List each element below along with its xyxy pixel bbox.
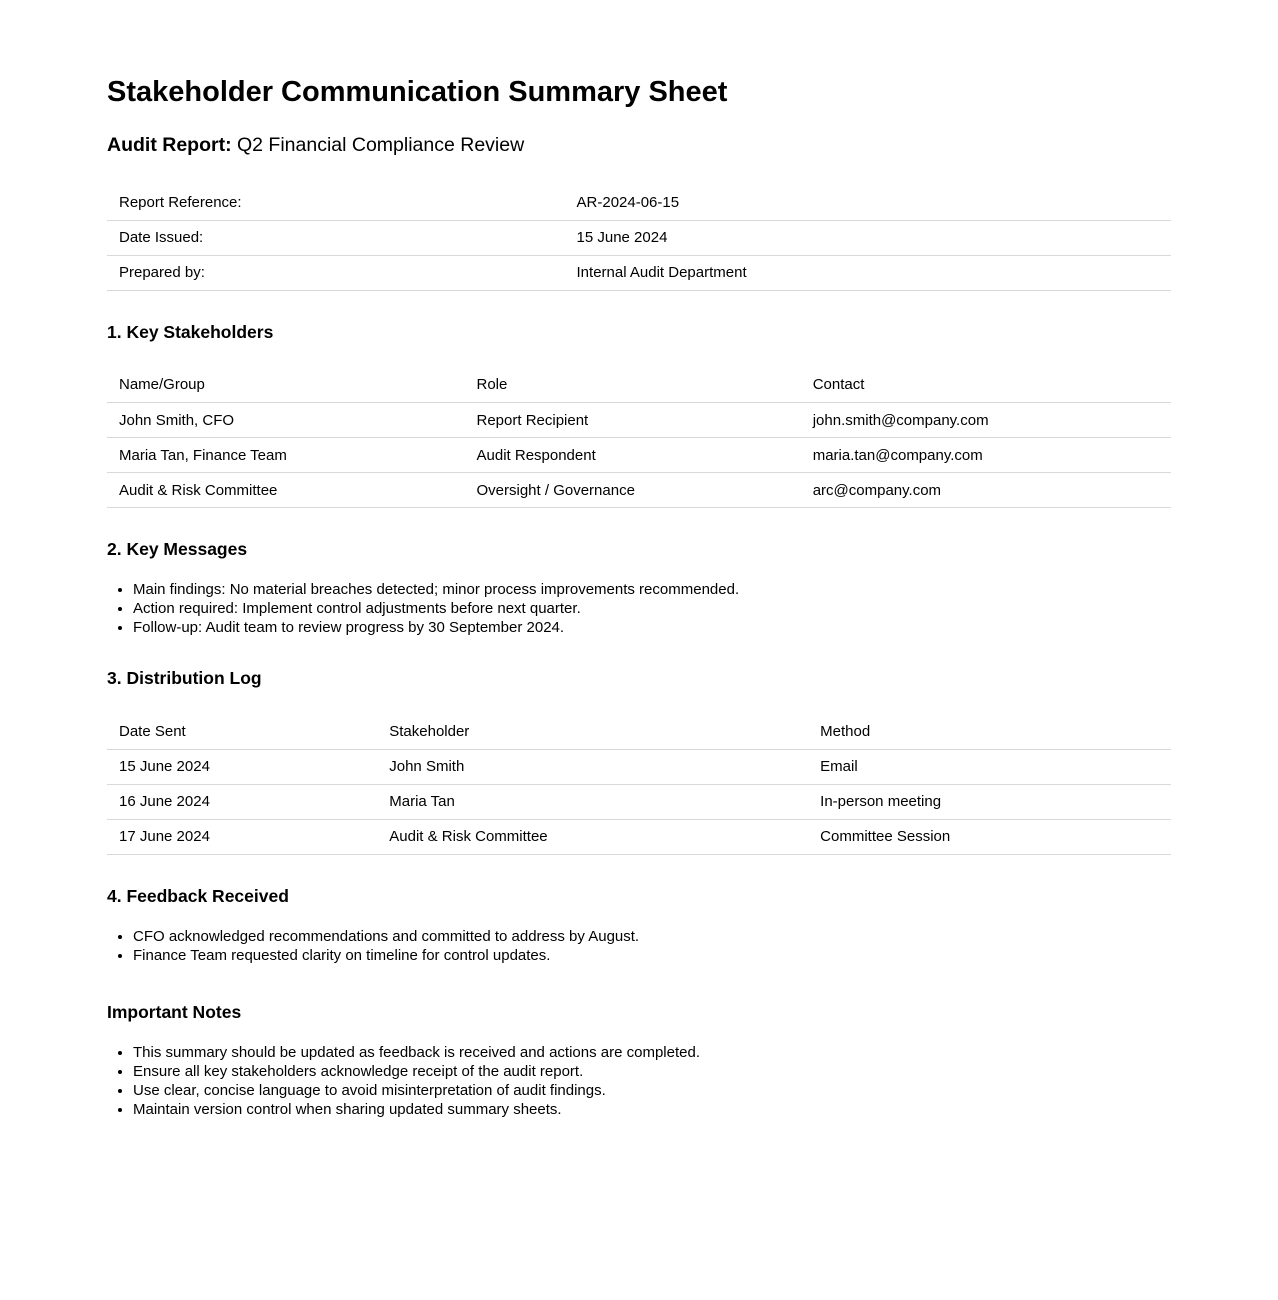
report-info-cell: Prepared by: [107,255,565,290]
table-row [107,438,1171,473]
stakeholders-cell: arc@company.com [801,473,1171,508]
distribution-cell: Maria Tan [377,784,808,819]
distribution-log-table [107,714,1171,855]
bullet-item: • Ensure all key stakeholders acknowledge receipt of the audit report. [133,1062,1171,1081]
report-info-cell: 15 June 2024 [565,220,1171,255]
bullet-item: • This summary should be updated as feedback is received and actions are completed. [133,1043,1171,1062]
report-info-cell: Internal Audit Department [565,255,1171,290]
distribution-cell: 15 June 2024 [107,749,377,784]
bullet-item: • Finance Team requested clarity on timeline for control updates. [133,946,1171,965]
stakeholders-cell: John Smith, CFO [107,403,465,438]
distribution-column-header: Date Sent [107,714,377,749]
stakeholders-cell: Report Recipient [465,403,801,438]
bullet-item: • Use clear, concise language to avoid misinterpretation of audit findings. [133,1081,1171,1100]
section-heading-distribution-log: 3. Distribution Log [107,668,262,688]
distribution-cell: In-person meeting [808,784,1171,819]
report-subtitle [107,133,1171,157]
distribution-cell: John Smith [377,749,808,784]
section-heading-key-messages: 2. Key Messages [107,539,248,559]
stakeholders-column-header: Role [465,368,801,403]
stakeholders-cell: Maria Tan, Finance Team [107,438,465,473]
distribution-column-header: Stakeholder [377,714,808,749]
section-heading-stakeholders: 1. Key Stakeholders [107,321,274,342]
distribution-column-header: Method [808,714,1171,749]
stakeholders-cell: john.smith@company.com [801,403,1171,438]
distribution-cell: Committee Session [808,819,1171,854]
distribution-cell: 16 June 2024 [107,784,377,819]
distribution-cell: Email [808,749,1171,784]
table-row [107,473,1171,508]
bullet-item: • Main findings: No material breaches detected; minor process improvements recommended. [133,580,1171,599]
report-info-cell: Date Issued: [107,220,565,255]
distribution-cell: Audit & Risk Committee [377,819,808,854]
feedback-list [107,927,1171,965]
stakeholders-column-header: Name/Group [107,368,465,403]
table-row [107,784,1171,819]
stakeholders-cell: Oversight / Governance [465,473,801,508]
stakeholders-cell: maria.tan@company.com [801,438,1171,473]
important-notes-list [107,1043,1171,1119]
stakeholders-cell: Audit Respondent [465,438,801,473]
table-header-row [107,714,1171,749]
table-row [107,819,1171,854]
stakeholders-column-header: Contact [801,368,1171,403]
table-header-row [107,368,1171,403]
page-title: Stakeholder Communication Summary Sheet [107,76,728,108]
table-row [107,220,1171,255]
bullet-item: • CFO acknowledged recommendations and committed to address by August. [133,927,1171,946]
report-info-table [107,185,1171,291]
document [107,0,1171,1119]
table-row [107,255,1171,290]
bullet-item: • Action required: Implement control adjustments before next quarter. [133,599,1171,618]
report-subtitle-value: Q2 Financial Compliance Review [236,134,525,156]
report-subtitle-label: Audit Report: [107,134,232,156]
bullet-item: • Follow-up: Audit team to review progress by 30 September 2024. [133,618,1171,637]
bullet-item: • Maintain version control when sharing updated summary sheets. [133,1100,1171,1119]
table-row [107,185,1171,220]
section-heading-important-notes: Important Notes [107,1001,242,1022]
stakeholders-cell: Audit & Risk Committee [107,473,465,508]
section-heading-feedback: 4. Feedback Received [107,885,289,906]
report-info-cell: AR-2024-06-15 [565,185,1171,220]
report-info-cell: Report Reference: [107,185,565,220]
table-row [107,749,1171,784]
stakeholders-table [107,368,1171,509]
table-row [107,403,1171,438]
key-messages-list [107,580,1171,637]
distribution-cell: 17 June 2024 [107,819,377,854]
